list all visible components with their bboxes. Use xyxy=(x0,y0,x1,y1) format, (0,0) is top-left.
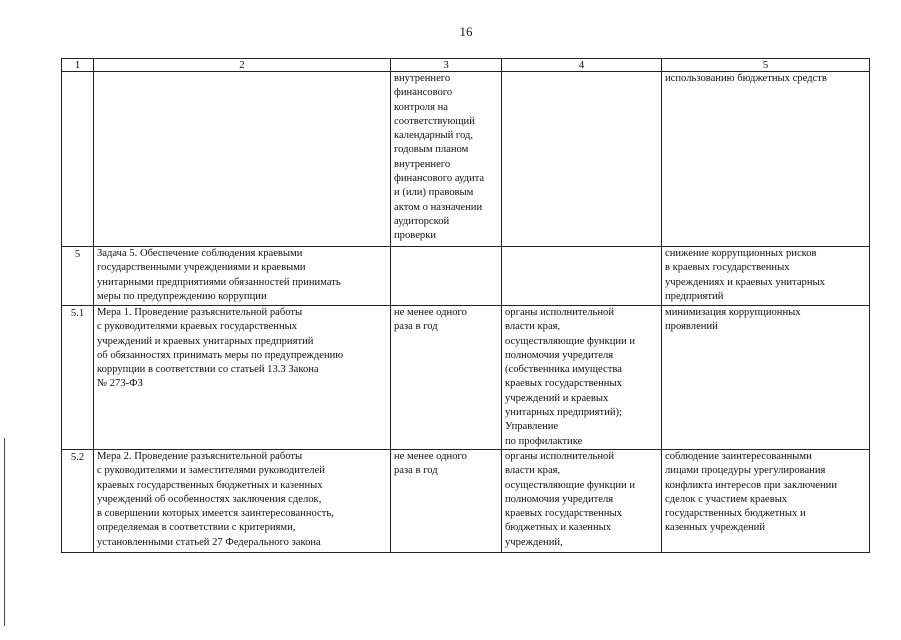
row-number-cell: 5.2 xyxy=(62,450,94,553)
scan-edge-line xyxy=(4,438,5,626)
measure-cell: Задача 5. Обеспечение соблюдения краевыми государственными учреждениями и краевыми унитарными предприятиями обязанностей принимать меры по предупреждению коррупции xyxy=(94,247,391,306)
column-header-executor: 4 xyxy=(502,59,662,72)
result-cell: использованию бюджетных средств xyxy=(662,72,870,247)
column-header-number: 1 xyxy=(62,59,94,72)
table-row-continuation xyxy=(62,72,870,247)
table-header-row xyxy=(62,59,870,72)
executor-cell: органы исполнительной власти края, осуществляющие функции и полномочия учредителя краевых государственных бюджетных и казенных учреждений, xyxy=(502,450,662,553)
executor-cell: органы исполнительной власти края, осуществляющие функции и полномочия учредителя (собственника имущества краевых государственных учреждений и краевых унитарных предприятий); Управление по профилактике xyxy=(502,306,662,450)
measure-cell: Мера 2. Проведение разъяснительной работы с руководителями и заместителями руководителей краевых государственных бюджетных и казенных учреждений об особенностях заключения сделок, в совершении которых имеется заинтересованность, определяемая в соответствии с критериями, установленными статьей 27 Федерального закона xyxy=(94,450,391,553)
table-row-measure-5-1 xyxy=(62,306,870,450)
measure-cell: Мера 1. Проведение разъяснительной работы с руководителями краевых государственных учреждений и краевых унитарных предприятий об обязанностях принимать меры по предупреждению коррупции в соответствии со статьей 13.3 Закона № 273-ФЗ xyxy=(94,306,391,450)
measure-cell xyxy=(94,72,391,247)
result-cell: минимизация коррупционных проявлений xyxy=(662,306,870,450)
row-number-cell xyxy=(62,72,94,247)
term-cell xyxy=(391,247,502,306)
column-header-term: 3 xyxy=(391,59,502,72)
executor-cell xyxy=(502,72,662,247)
row-number-cell: 5 xyxy=(62,247,94,306)
result-cell: снижение коррупционных рисков в краевых государственных учреждениях и краевых унитарных предприятий xyxy=(662,247,870,306)
row-number-cell: 5.1 xyxy=(62,306,94,450)
column-header-measure: 2 xyxy=(94,59,391,72)
table-row-measure-5-2 xyxy=(62,450,870,553)
term-cell: не менее одного раза в год xyxy=(391,306,502,450)
term-cell: не менее одного раза в год xyxy=(391,450,502,553)
result-cell: соблюдение заинтересованными лицами процедуры урегулирования конфликта интересов при заключении сделок с участием краевых государственных бюджетных и казенных учреждений xyxy=(662,450,870,553)
table-row-task-5 xyxy=(62,247,870,306)
column-header-result: 5 xyxy=(662,59,870,72)
page-number: 16 xyxy=(459,24,473,39)
measures-table xyxy=(61,58,870,553)
executor-cell xyxy=(502,247,662,306)
term-cell: внутреннего финансового контроля на соответствующий календарный год, годовым планом внутреннего финансового аудита и (или) правовым актом о назначении аудиторской проверки xyxy=(391,72,502,247)
